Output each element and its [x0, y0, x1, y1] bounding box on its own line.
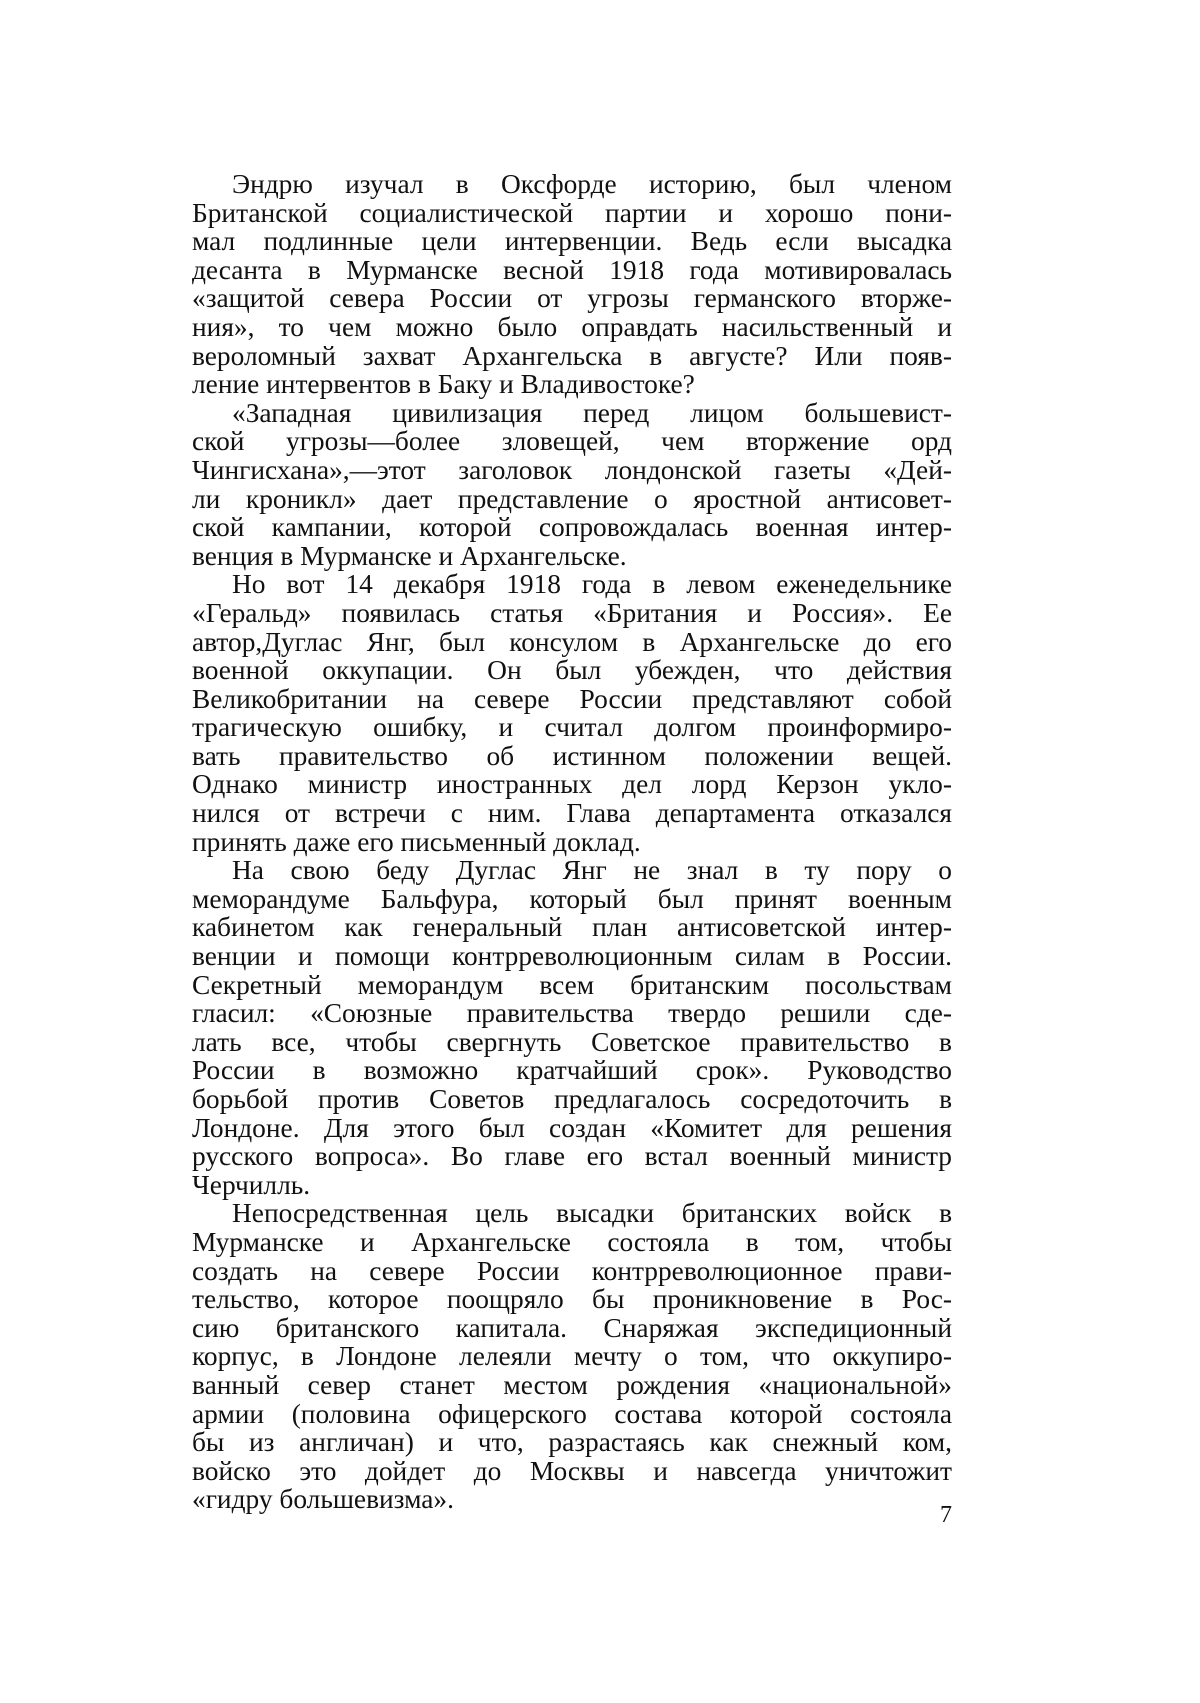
text-line: венции и помощи контрреволюционным силам в России.: [192, 941, 952, 972]
text-line: России в возможно кратчайший срок». Руководство: [192, 1055, 952, 1086]
text-line: «защитой севера России от угрозы германского вторже-: [192, 283, 952, 314]
text-line: Великобритании на севере России представляют собой: [192, 683, 952, 714]
text-line: ской кампании, которой сопровождалась военная интер-: [192, 512, 952, 543]
text-line: борьбой против Советов предлагалось сосредоточить в: [192, 1084, 952, 1114]
text-line: ской угрозы—более зловещей, чем вторжение орд: [192, 426, 952, 457]
text-line: военной оккупации. Он был убежден, что действия: [192, 655, 952, 686]
body-text: [192, 170, 952, 1514]
text-line: ванный север станет местом рождения «национальной»: [192, 1369, 952, 1400]
text-line: вать правительство об истинном положении вещей.: [192, 740, 952, 771]
text-line: Эндрю изучал в Оксфорде историю, был членом: [232, 169, 952, 199]
text-line: «Западная цивилизация перед лицом большевист-: [232, 397, 952, 428]
text-line: гласил: «Союзные правительства твердо решили сде-: [192, 998, 952, 1029]
text-line: нился от встречи с ним. Глава департамента отказался: [192, 798, 952, 829]
text-line: тельство, которое поощряло бы проникновение в Рос-: [192, 1284, 952, 1315]
text-line: бы из англичан) и что, разрастаясь как снежный ком,: [192, 1427, 952, 1458]
text-line: венция в Мурманске и Архангельске.: [192, 540, 627, 571]
text-line: «гидру большевизма».: [192, 1484, 454, 1515]
text-line: десанта в Мурманске весной 1918 года мотивировалась: [192, 254, 952, 285]
paragraph: [192, 399, 952, 571]
page-number: 7: [940, 1502, 952, 1528]
text-line: Непосредственная цель высадки британских войск в: [232, 1198, 952, 1229]
text-line: кабинетом как генеральный план антисоветской интер-: [192, 912, 952, 943]
text-line: корпус, в Лондоне лелеяли мечту о том, что оккупиро-: [192, 1341, 952, 1372]
text-line: Лондоне. Для этого был создан «Комитет для решения: [192, 1112, 952, 1143]
text-line: войско это дойдет до Москвы и навсегда уничтожит: [192, 1455, 952, 1486]
text-line: На свою беду Дуглас Янг не знал в ту пору о: [232, 855, 952, 886]
text-line: ли кроникл» дает представление о яростной антисовет-: [192, 483, 952, 514]
text-line: меморандуме Бальфура, который был принят военным: [192, 883, 952, 914]
text-line: Но вот 14 декабря 1918 года в левом еженедельнике: [232, 569, 952, 600]
text-line: Британской социалистической партии и хорошо пони-: [192, 197, 952, 228]
text-line: ния», то чем можно было оправдать насильственный и: [192, 311, 952, 342]
text-line: «Геральд» появилась статья «Британия и Россия». Ее: [192, 597, 952, 628]
text-line: армии (половина офицерского состава которой состояла: [192, 1398, 952, 1429]
paragraph: [192, 1199, 952, 1514]
text-line: Мурманске и Архангельске состояла в том, чтобы: [192, 1226, 952, 1257]
text-line: русского вопроса». Во главе его встал военный министр: [192, 1141, 952, 1172]
paragraph: [192, 170, 952, 399]
text-line: лать все, чтобы свергнуть Советское правительство в: [192, 1026, 952, 1057]
paragraph: [192, 570, 952, 856]
text-line: Секретный меморандум всем британским посольствам: [192, 969, 952, 1000]
text-line: вероломный захват Архангельска в августе? Или появ-: [192, 340, 952, 371]
paragraph: [192, 856, 952, 1199]
text-line: трагическую ошибку, и считал долгом проинформиро-: [192, 712, 952, 743]
text-line: мал подлинные цели интервенции. Ведь если высадка: [192, 226, 952, 257]
text-line: Однако министр иностранных дел лорд Керзон укло-: [192, 769, 952, 800]
text-line: сию британского капитала. Снаряжая экспедиционный: [192, 1312, 952, 1343]
text-line: ление интервентов в Баку и Владивостоке?: [192, 369, 695, 400]
text-line: автор,Дуглас Янг, был консулом в Архангельске до его: [192, 626, 952, 657]
text-line: принять даже его письменный доклад.: [192, 826, 641, 857]
text-line: Черчилль.: [192, 1169, 311, 1200]
text-line: создать на севере России контрреволюционное прави-: [192, 1255, 952, 1286]
text-line: Чингисхана»,—этот заголовок лондонской газеты «Дей-: [192, 454, 952, 485]
